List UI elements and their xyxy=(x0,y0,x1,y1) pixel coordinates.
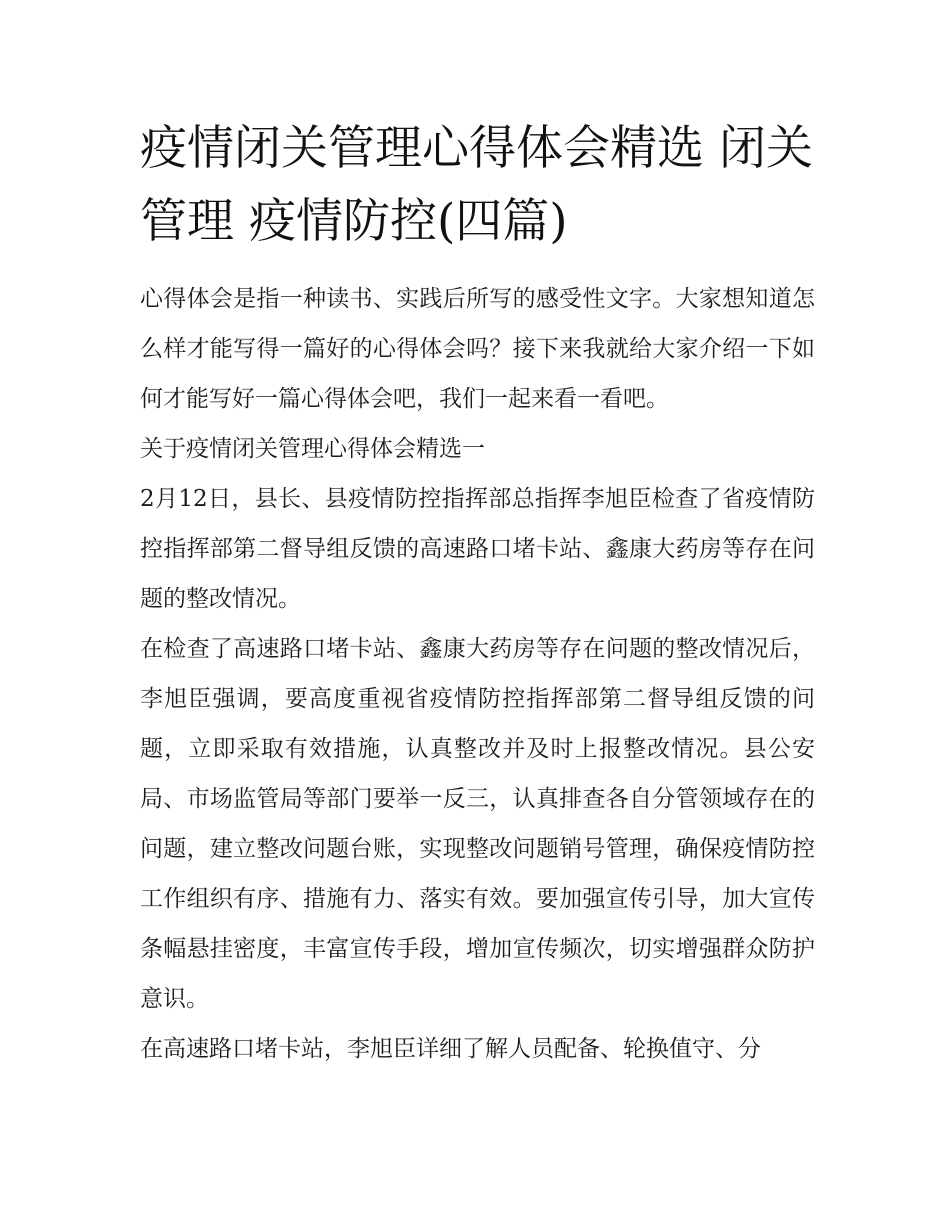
intro-paragraph: 心得体会是指一种读书、实践后所写的感受性文字。大家想知道怎么样才能写得一篇好的心得体会吗？接下来我就给大家介绍一下如何才能写好一篇心得体会吧，我们一起来看一看吧。 xyxy=(140,286,815,412)
body-paragraph: 在高速路口堵卡站，李旭臣详细了解人员配备、轮换值守、分 xyxy=(140,1036,761,1062)
body-paragraph: 2月12日，县长、县疫情防控指挥部总指挥李旭臣检查了省疫情防控指挥部第二督导组反馈的高速路口堵卡站、鑫康大药房等存在问题的整改情况。 xyxy=(140,486,815,612)
body-paragraph: 在检查了高速路口堵卡站、鑫康大药房等存在问题的整改情况后，李旭臣强调，要高度重视省疫情防控指挥部第二督导组反馈的问题，立即采取有效措施，认真整改并及时上报整改情况。县公安局、市场监管局等部门要举一反三，认真排查各自分管领域存在的问题，建立整改问题台账，实现整改问题销号管理，确保疫情防控工作组织有序、措施有力、落实有效。要加强宣传引导，加大宣传条幅悬挂密度，丰富宣传手段，增加宣传频次，切实增强群众防护意识。 xyxy=(140,636,815,1012)
document-body xyxy=(140,112,815,1074)
document-title: 疫情闭关管理心得体会精选 闭关管理 疫情防控(四篇) xyxy=(140,121,813,249)
section-heading: 关于疫情闭关管理心得体会精选一 xyxy=(140,436,485,462)
